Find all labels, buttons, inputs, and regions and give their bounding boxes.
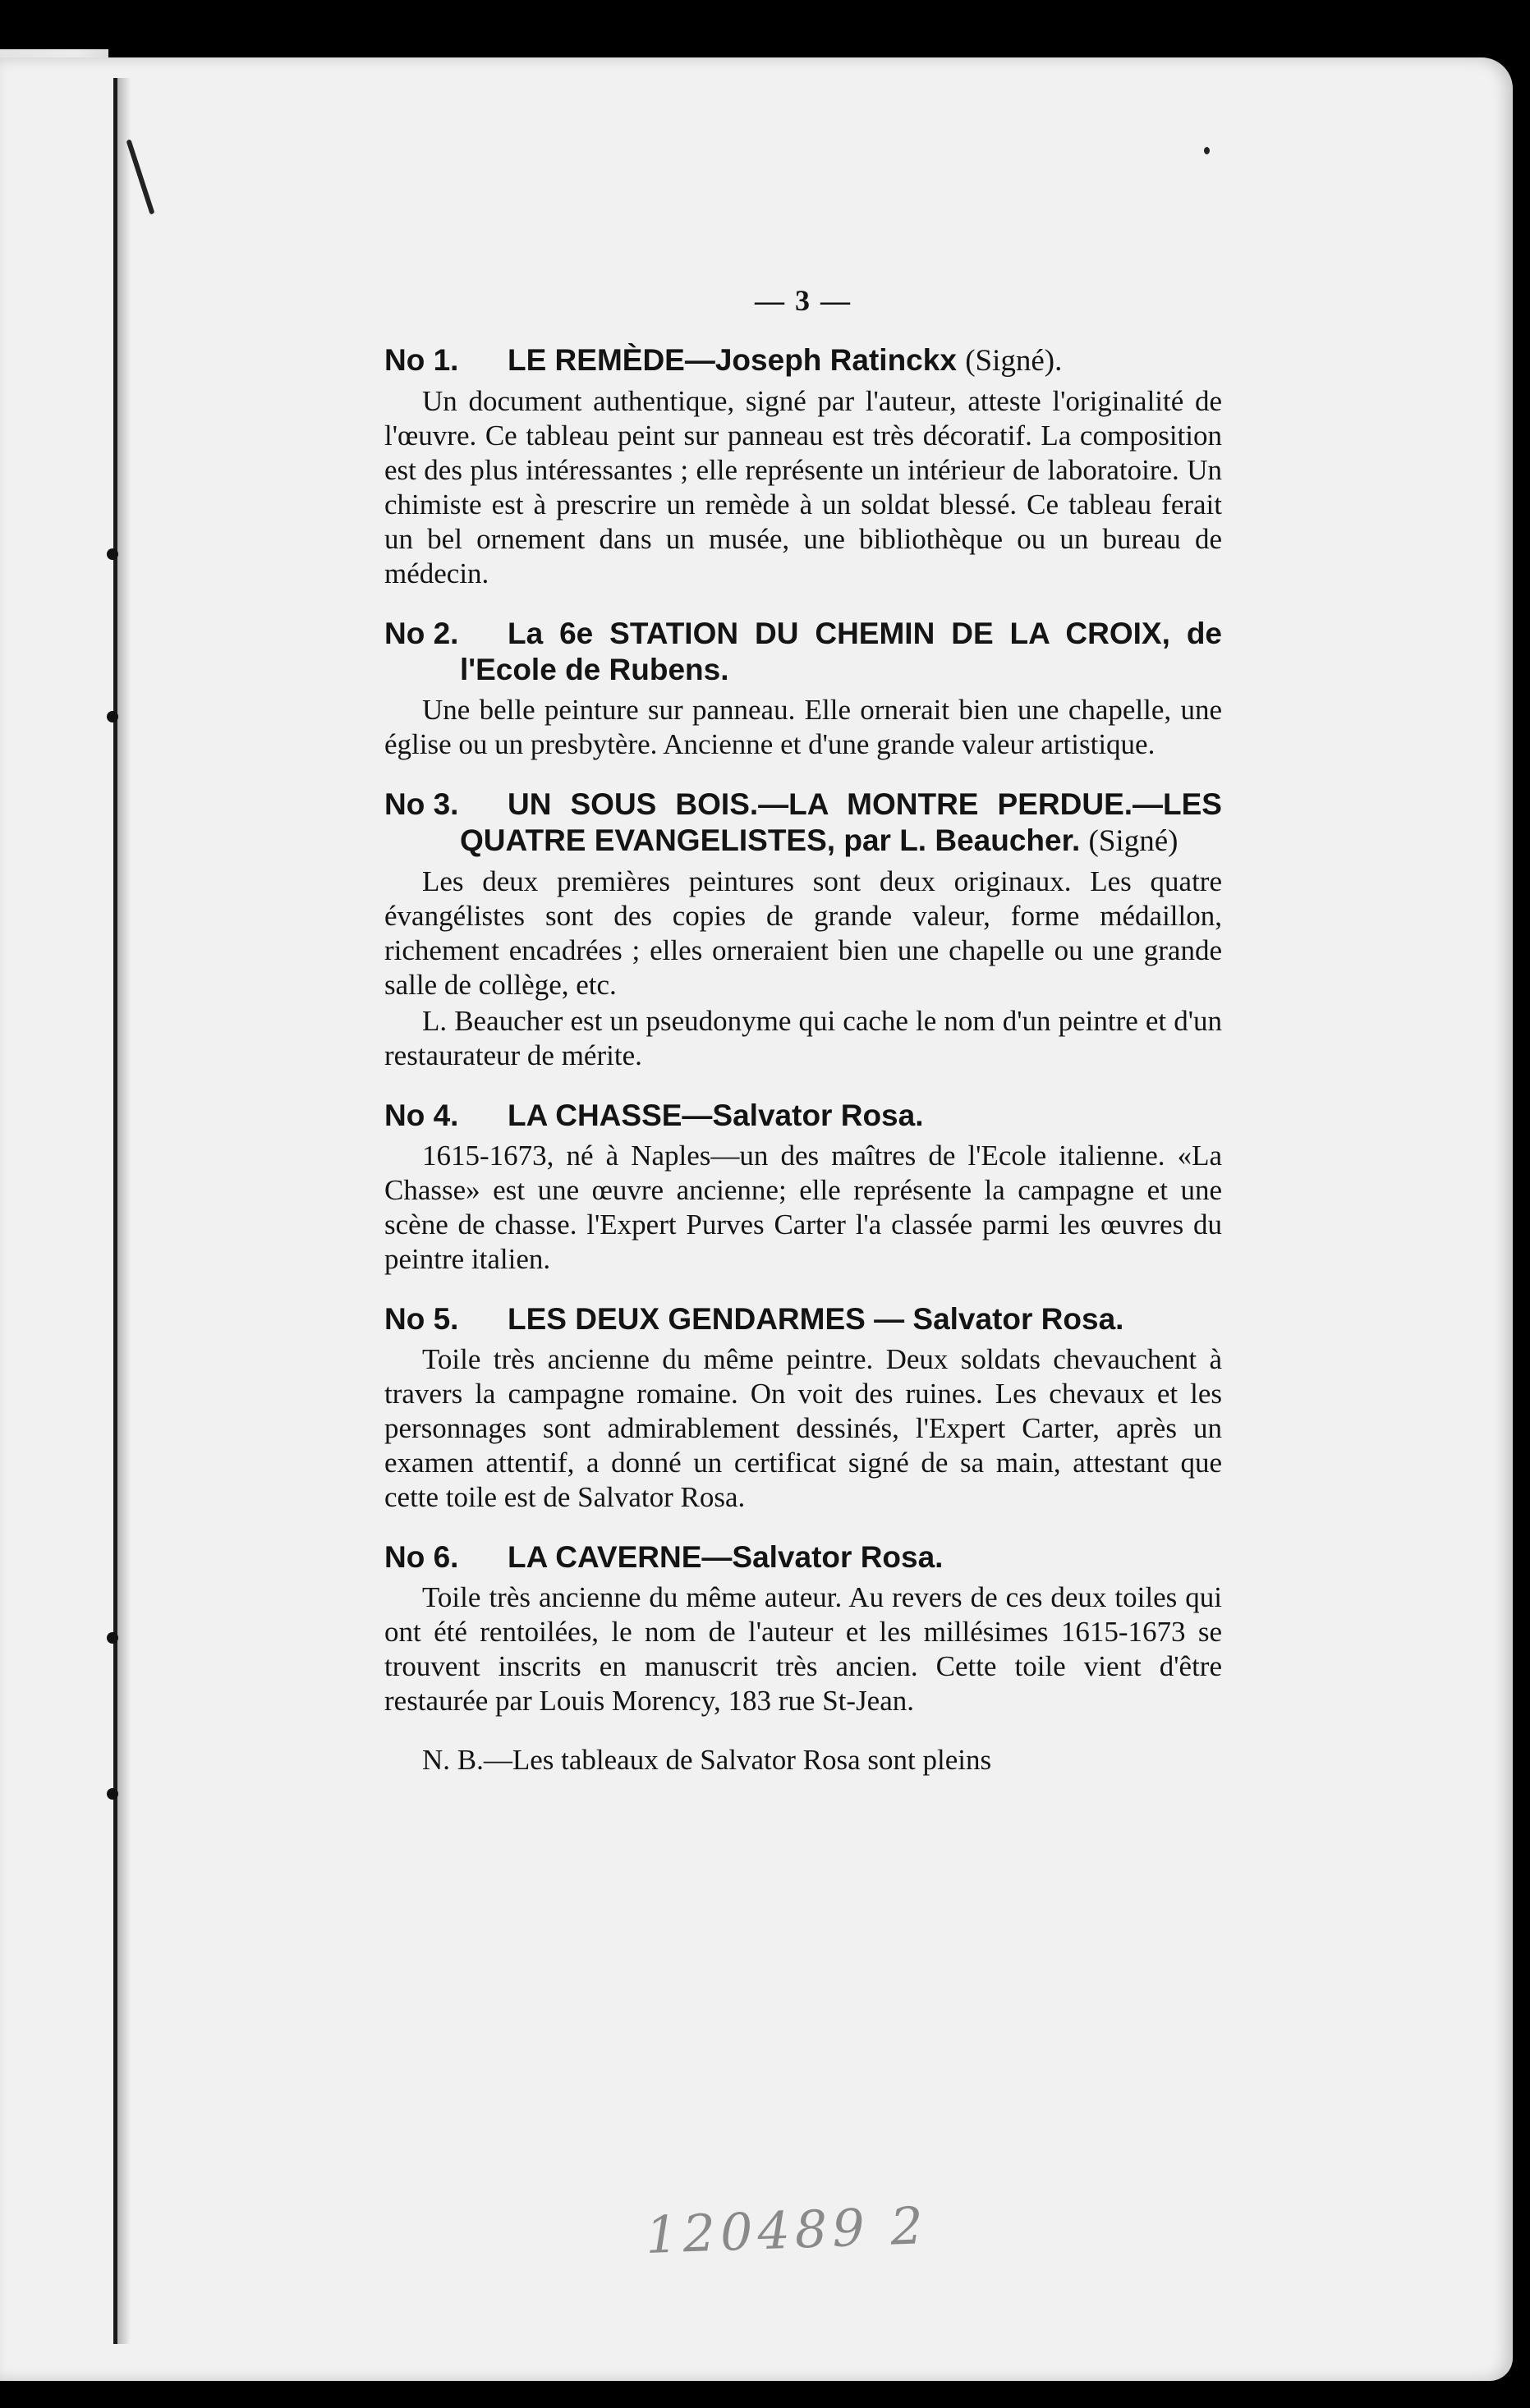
entry-heading [384,1098,1222,1134]
catalog-entry-3 [384,787,1222,1073]
entry-title: LA CHASSE—Salvator Rosa. [508,1099,924,1132]
catalog-entry-2 [384,616,1222,762]
entry-number: No 4. [384,1099,459,1132]
catalog-entry-1 [384,342,1222,591]
entry-title: LA CAVERNE—Salvator Rosa. [508,1540,944,1574]
entry-description: 1615-1673, né à Naples—un des maîtres de l'Ecole italienne. «La Chasse» est une œuvre ancienne; elle représente la campagne et une scène de chasse. l'Expert Purves Carter l'a classée parmi les œuvres du peintre italien. [384,1140,1222,1275]
binding-staple [107,548,118,560]
entry-heading [384,1539,1222,1576]
entry-heading [384,787,1222,860]
entry-heading [384,342,1222,379]
entry-title: LE REMÈDE—Joseph Ratinckx [508,343,957,377]
entry-number: No 3. [384,787,459,821]
entry-title: La 6e STATION DU CHEMIN DE LA CROIX, de l'Ecole de Rubens. [460,617,1222,686]
entry-description: Les deux premières peintures sont deux originaux. Les quatre évangélistes sont des copies de grande valeur, forme médaillon, richement encadrées ; elles orneraient bien une chapelle ou une grande salle de collège, etc. [384,865,1222,1001]
binding-staple [107,711,118,722]
entry-heading [384,1301,1222,1337]
entry-note: L. Beaucher est un pseudonyme qui cache le nom d'un peintre et d'un restaurateur de mérite. [384,1005,1222,1071]
catalog-entry-6 [384,1539,1222,1718]
entry-description: Une belle peinture sur panneau. Elle ornerait bien une chapelle, une église ou un presbytère. Ancienne et d'une grande valeur artistique. [384,694,1222,760]
entry-signature: (Signé). [965,344,1063,378]
entry-description: Un document authentique, signé par l'auteur, atteste l'originalité de l'œuvre. Ce tableau peint sur panneau est très décoratif. La composition est des plus intéressantes ; elle représente un intérieur de laboratoire. Un chimiste est à prescrire un remède à un soldat blessé. Ce tableau ferait un bel ornement dans un musée, une bibliothèque ou un bureau de médecin. [384,385,1222,589]
nota-bene: N. B.—Les tableaux de Salvator Rosa sont pleins [422,1744,992,1776]
handwritten-catalog-number: 120489 2 [644,2195,930,2265]
entry-description: Toile très ancienne du même auteur. Au revers de ces deux toiles qui ont été rentoilées, le nom de l'auteur et les millésimes 1615-1673 se trouvent inscrits en manuscrit très ancien. Cette toile vient d'être restaurée par Louis Morency, 183 rue St-Jean. [384,1581,1222,1717]
binding-staple [107,1788,118,1800]
entry-description: Toile très ancienne du même peintre. Deux soldats chevauchent à travers la campagne romaine. On voit des ruines. Les chevaux et les personnages sont admirablement dessinés, l'Expert Carter, après un examen attentif, a donné un certificat signé de sa main, attestant que cette toile est de Salvator Rosa. [384,1343,1222,1513]
entry-number: No 6. [384,1540,459,1574]
entry-signature: (Signé) [1088,824,1179,858]
page-content [384,283,1222,1777]
binding-staple [107,1632,118,1644]
catalog-entry-5 [384,1301,1222,1515]
entry-number: No 5. [384,1302,459,1336]
page-number: — 3 — [755,284,852,317]
entry-heading [384,616,1222,688]
entry-title: LES DEUX GENDARMES — Salvator Rosa. [508,1302,1124,1336]
entry-number: No 2. [384,617,459,650]
entry-number: No 1. [384,343,459,377]
entry-title: UN SOUS BOIS.—LA MONTRE PERDUE.—LES QUATRE EVANGELISTES, par L. Beaucher. [460,787,1222,857]
catalog-entry-4 [384,1098,1222,1277]
spine-shadow [117,78,131,2344]
ink-dot [1204,147,1210,154]
